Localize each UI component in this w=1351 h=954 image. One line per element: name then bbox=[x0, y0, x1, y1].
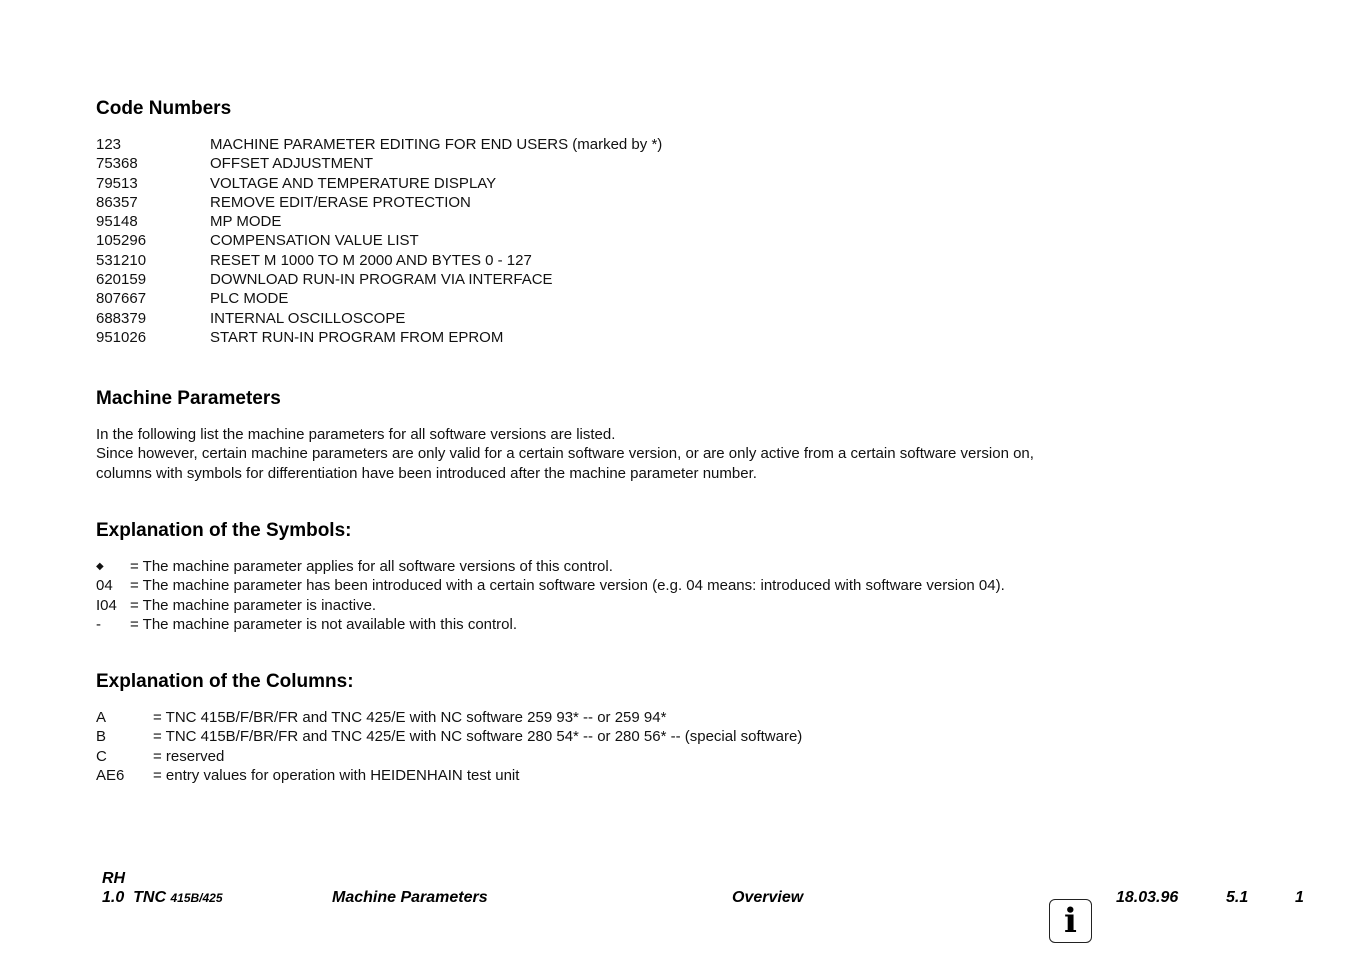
code-description: REMOVE EDIT/ERASE PROTECTION bbox=[210, 193, 471, 211]
code-description: OFFSET ADJUSTMENT bbox=[210, 155, 374, 173]
symbol-description: = The machine parameter is not available with this control. bbox=[130, 615, 518, 633]
footer-initials: RH bbox=[102, 870, 126, 887]
code-row bbox=[96, 309, 896, 328]
code-number: 807667 bbox=[96, 290, 147, 308]
code-number: 688379 bbox=[96, 309, 147, 327]
code-row bbox=[96, 270, 896, 289]
column-description: = TNC 415B/F/BR/FR and TNC 425/E with NC software 259 93* -- or 259 94* bbox=[153, 709, 667, 726]
code-numbers-list bbox=[96, 135, 896, 347]
code-description: MACHINE PARAMETER EDITING FOR END USERS (marked by *) bbox=[210, 136, 663, 153]
code-description: COMPENSATION VALUE LIST bbox=[210, 232, 419, 250]
column-description: = TNC 415B/F/BR/FR and TNC 425/E with NC software 280 54* -- or 280 56* -- (special software) bbox=[153, 728, 803, 746]
symbol-mark: - bbox=[96, 615, 101, 633]
code-numbers-heading: Code Numbers bbox=[96, 98, 232, 119]
column-row bbox=[96, 747, 1096, 766]
footer-title: Machine Parameters bbox=[332, 889, 488, 906]
code-row bbox=[96, 212, 896, 231]
column-key: B bbox=[96, 728, 107, 746]
symbol-mark: I04 bbox=[96, 596, 117, 614]
code-number: 95148 bbox=[96, 213, 138, 231]
column-key: A bbox=[96, 709, 107, 726]
footer-date: 18.03.96 bbox=[1116, 889, 1179, 906]
footer-version: 5.1 bbox=[1226, 889, 1249, 906]
code-row bbox=[96, 135, 896, 154]
code-description: VOLTAGE AND TEMPERATURE DISPLAY bbox=[210, 174, 497, 192]
column-row bbox=[96, 727, 1096, 746]
code-number: 79513 bbox=[96, 174, 138, 192]
symbol-row bbox=[96, 596, 1196, 615]
code-description: RESET M 1000 TO M 2000 AND BYTES 0 - 127 bbox=[210, 251, 532, 269]
code-row bbox=[96, 251, 896, 270]
machine-parameters-paragraph bbox=[96, 425, 1216, 483]
column-key: C bbox=[96, 747, 107, 765]
code-row bbox=[96, 231, 896, 250]
code-number: 951026 bbox=[96, 328, 147, 346]
columns-heading: Explanation of the Columns: bbox=[96, 671, 354, 692]
symbol-row bbox=[96, 615, 1196, 634]
diamond-icon: ◆ bbox=[96, 561, 104, 572]
footer-page-number: 1 bbox=[1295, 889, 1304, 906]
symbol-row bbox=[96, 557, 1196, 576]
column-key: AE6 bbox=[96, 766, 125, 784]
code-number: 86357 bbox=[96, 193, 138, 211]
code-number: 531210 bbox=[96, 251, 147, 269]
symbol-mark: 04 bbox=[96, 577, 113, 595]
code-number: 123 bbox=[96, 136, 122, 153]
footer-section-number: 1.0 bbox=[102, 889, 125, 906]
symbol-description: = The machine parameter is inactive. bbox=[130, 596, 377, 614]
code-description: PLC MODE bbox=[210, 290, 289, 308]
footer-section-model bbox=[102, 889, 223, 907]
symbol-description: = The machine parameter has been introduced with a certain software version (e.g. 04 means: introduced with software version 04). bbox=[130, 577, 1005, 595]
symbol-description: = The machine parameter applies for all software versions of this control. bbox=[130, 558, 613, 575]
info-icon-glyph: i bbox=[1064, 901, 1077, 941]
paragraph-line: columns with symbols for differentiation have been introduced after the machine parameter number. bbox=[96, 464, 757, 482]
code-number: 75368 bbox=[96, 155, 138, 173]
code-row bbox=[96, 154, 896, 173]
columns-list bbox=[96, 708, 1096, 785]
column-description: = entry values for operation with HEIDENHAIN test unit bbox=[153, 766, 520, 784]
code-row bbox=[96, 174, 896, 193]
info-icon bbox=[1049, 899, 1092, 943]
code-description: MP MODE bbox=[210, 213, 282, 231]
code-description: START RUN-IN PROGRAM FROM EPROM bbox=[210, 328, 504, 346]
code-row bbox=[96, 289, 896, 308]
paragraph-line: In the following list the machine parameters for all software versions are listed. bbox=[96, 426, 616, 443]
footer-model-prefix: TNC bbox=[133, 889, 167, 906]
paragraph-line: Since however, certain machine parameters are only valid for a certain software version, or are only active from a certain software version on, bbox=[96, 445, 1034, 463]
symbols-list bbox=[96, 557, 1196, 634]
footer-model-suffix: 415B/425 bbox=[170, 891, 223, 905]
footer-subtitle: Overview bbox=[732, 889, 804, 906]
column-row bbox=[96, 708, 1096, 727]
code-row bbox=[96, 328, 896, 347]
code-description: INTERNAL OSCILLOSCOPE bbox=[210, 309, 406, 327]
code-row bbox=[96, 193, 896, 212]
machine-parameters-heading: Machine Parameters bbox=[96, 388, 281, 409]
code-description: DOWNLOAD RUN-IN PROGRAM VIA INTERFACE bbox=[210, 271, 553, 289]
code-number: 105296 bbox=[96, 232, 147, 250]
column-row bbox=[96, 766, 1096, 785]
code-number: 620159 bbox=[96, 271, 147, 289]
column-description: = reserved bbox=[153, 747, 225, 765]
symbol-row bbox=[96, 576, 1196, 595]
symbols-heading: Explanation of the Symbols: bbox=[96, 520, 352, 541]
